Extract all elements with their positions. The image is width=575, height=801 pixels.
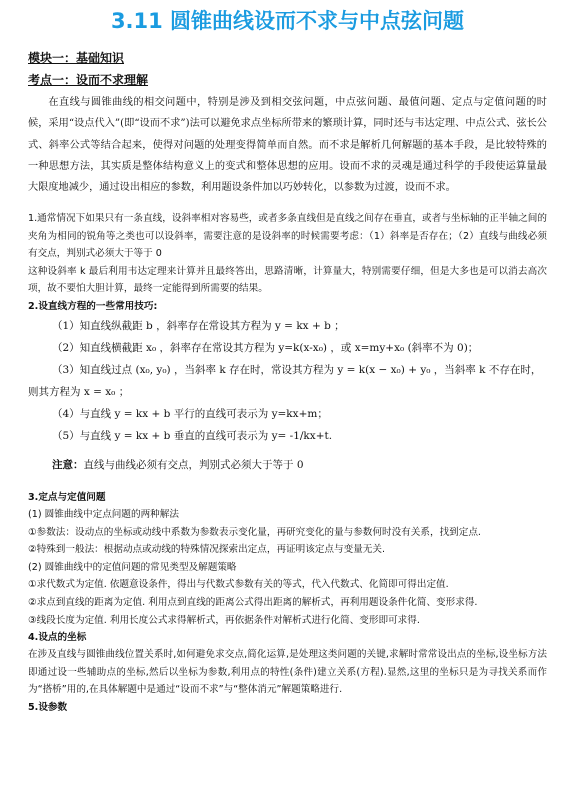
tip-item-3: （3）知直线过点 (x₀, y₀) ，当斜率 k 存在时，常设其方程为 y = k(x − x₀) + y₀ ，当斜率 k 不存在时，则其方程为 x = x₀ ； (28, 363, 542, 398)
tip-item-4: （4）与直线 y = kx + b 平行的直线可表示为 y=kx+m； (52, 407, 328, 420)
intro-paragraph: 在直线与圆锥曲线的相交问题中，特别是涉及到相交弦问题，中点弦问题、最值问题、定点与定值问题的时候，采用“设点代入”(即“设而不求”)法可以避免求点坐标所带来的繁琐计算，同时还与韦达定理、中点公式、弦长公式、斜率公式等结合起来，使得对问题的处理变得简单而自然。而不求是解析几何解题的基本手段，是比较特殊的一种思想方法，其实质是整体结构意义上的变式和整体思想的应用。设而不求的灵魂是通过科学的手段使运算量最大限度地减少，通过设出相应的参数，利用题设条件加以巧妙转化，以参数为过渡，设而不求。 (28, 97, 547, 194)
tip-item-1: （1）知直线纵截距 b ，斜率存在常设其方程为 y = kx + b ； (52, 319, 345, 332)
section4-paragraph: 在涉及直线与圆锥曲线位置关系时,如何避免求交点,简化运算,是处理这类问题的关键,求解时常常设出点的坐标,设坐标方法即通过设一些辅助点的坐标,然后以坐标为参数,利用点的特性(条件)建立关系(方程).显然,这里的坐标只是为寻找关系而作为“搭桥”用的,在具体解题中是通过“设而不求”与“整体消元”解题策略进行. (28, 649, 547, 696)
tip-item-2: （2）知直线横截距 x₀ ，斜率存在常设其方程为 y=k(x-x₀) ，或 x=my+x₀ (斜率不为 0)； (52, 341, 479, 354)
section1-paragraph: 1.通常情况下如果只有一条直线，设斜率相对容易些，或者多条直线但是直线之间存在垂直，或者与坐标轴的正半轴之间的夹角为相同的锐角等之类也可以设斜率，需要注意的是设斜率的时候需要考虑：（1）斜率是否存在；（2）直线与曲线必须有交点，判别式必须大于等于 0 (28, 213, 547, 260)
note-text: 直线与曲线必须有交点，判别式必须大于等于 0 (83, 458, 304, 471)
section3-heading: 3.定点与定值问题 (28, 491, 106, 503)
section3-line: ①参数法：设动点的坐标或动线中系数为参数表示变化量，再研究变化的量与参数何时没有关系，找到定点. (28, 526, 481, 538)
section3-line: (2) 圆锥曲线中的定值问题的常见类型及解题策略 (28, 561, 237, 573)
module-heading: 模块一：基础知识 (28, 51, 125, 65)
note-label: 注意： (52, 458, 84, 471)
section4-heading: 4.设点的坐标 (28, 632, 87, 644)
section3-line: ①求代数式为定值. 依题意设条件，得出与代数式参数有关的等式，代入代数式、化简即可得出定值. (28, 579, 449, 591)
section2-heading: 2.设直线方程的一些常用技巧: (28, 300, 158, 312)
point-heading: 考点一：设而不求理解 (28, 73, 149, 87)
section3-line: ③线段长度为定值. 利用长度公式求得解析式，再依据条件对解析式进行化简、变形即可求得. (28, 614, 420, 626)
section3-line: (1) 圆锥曲线中定点问题的两种解法 (28, 508, 179, 520)
section5-heading: 5.设参数 (28, 701, 68, 713)
tip-item-5: （5）与直线 y = kx + b 垂直的直线可表示为 y= -1/kx+t. (52, 429, 333, 442)
note (52, 455, 547, 475)
section3-line: ②求点到直线的距离为定值. 利用点到直线的距离公式得出距离的解析式，再利用题设条件化简、变形求得. (28, 596, 478, 608)
page-title: 3.11 圆锥曲线设而不求与中点弦问题 (110, 9, 465, 33)
section3-line: ②特殊到一般法：根据动点或动线的特殊情况探索出定点，再证明该定点与变量无关. (28, 544, 386, 556)
section1-paragraph-2: 这种设斜率 k 最后利用韦达定理来计算并且最终答出，思路清晰，计算量大，特别需要仔细，但是大多也是可以消去高次项，故不要怕大胆计算，最终一定能得到所需要的结果。 (28, 265, 547, 295)
